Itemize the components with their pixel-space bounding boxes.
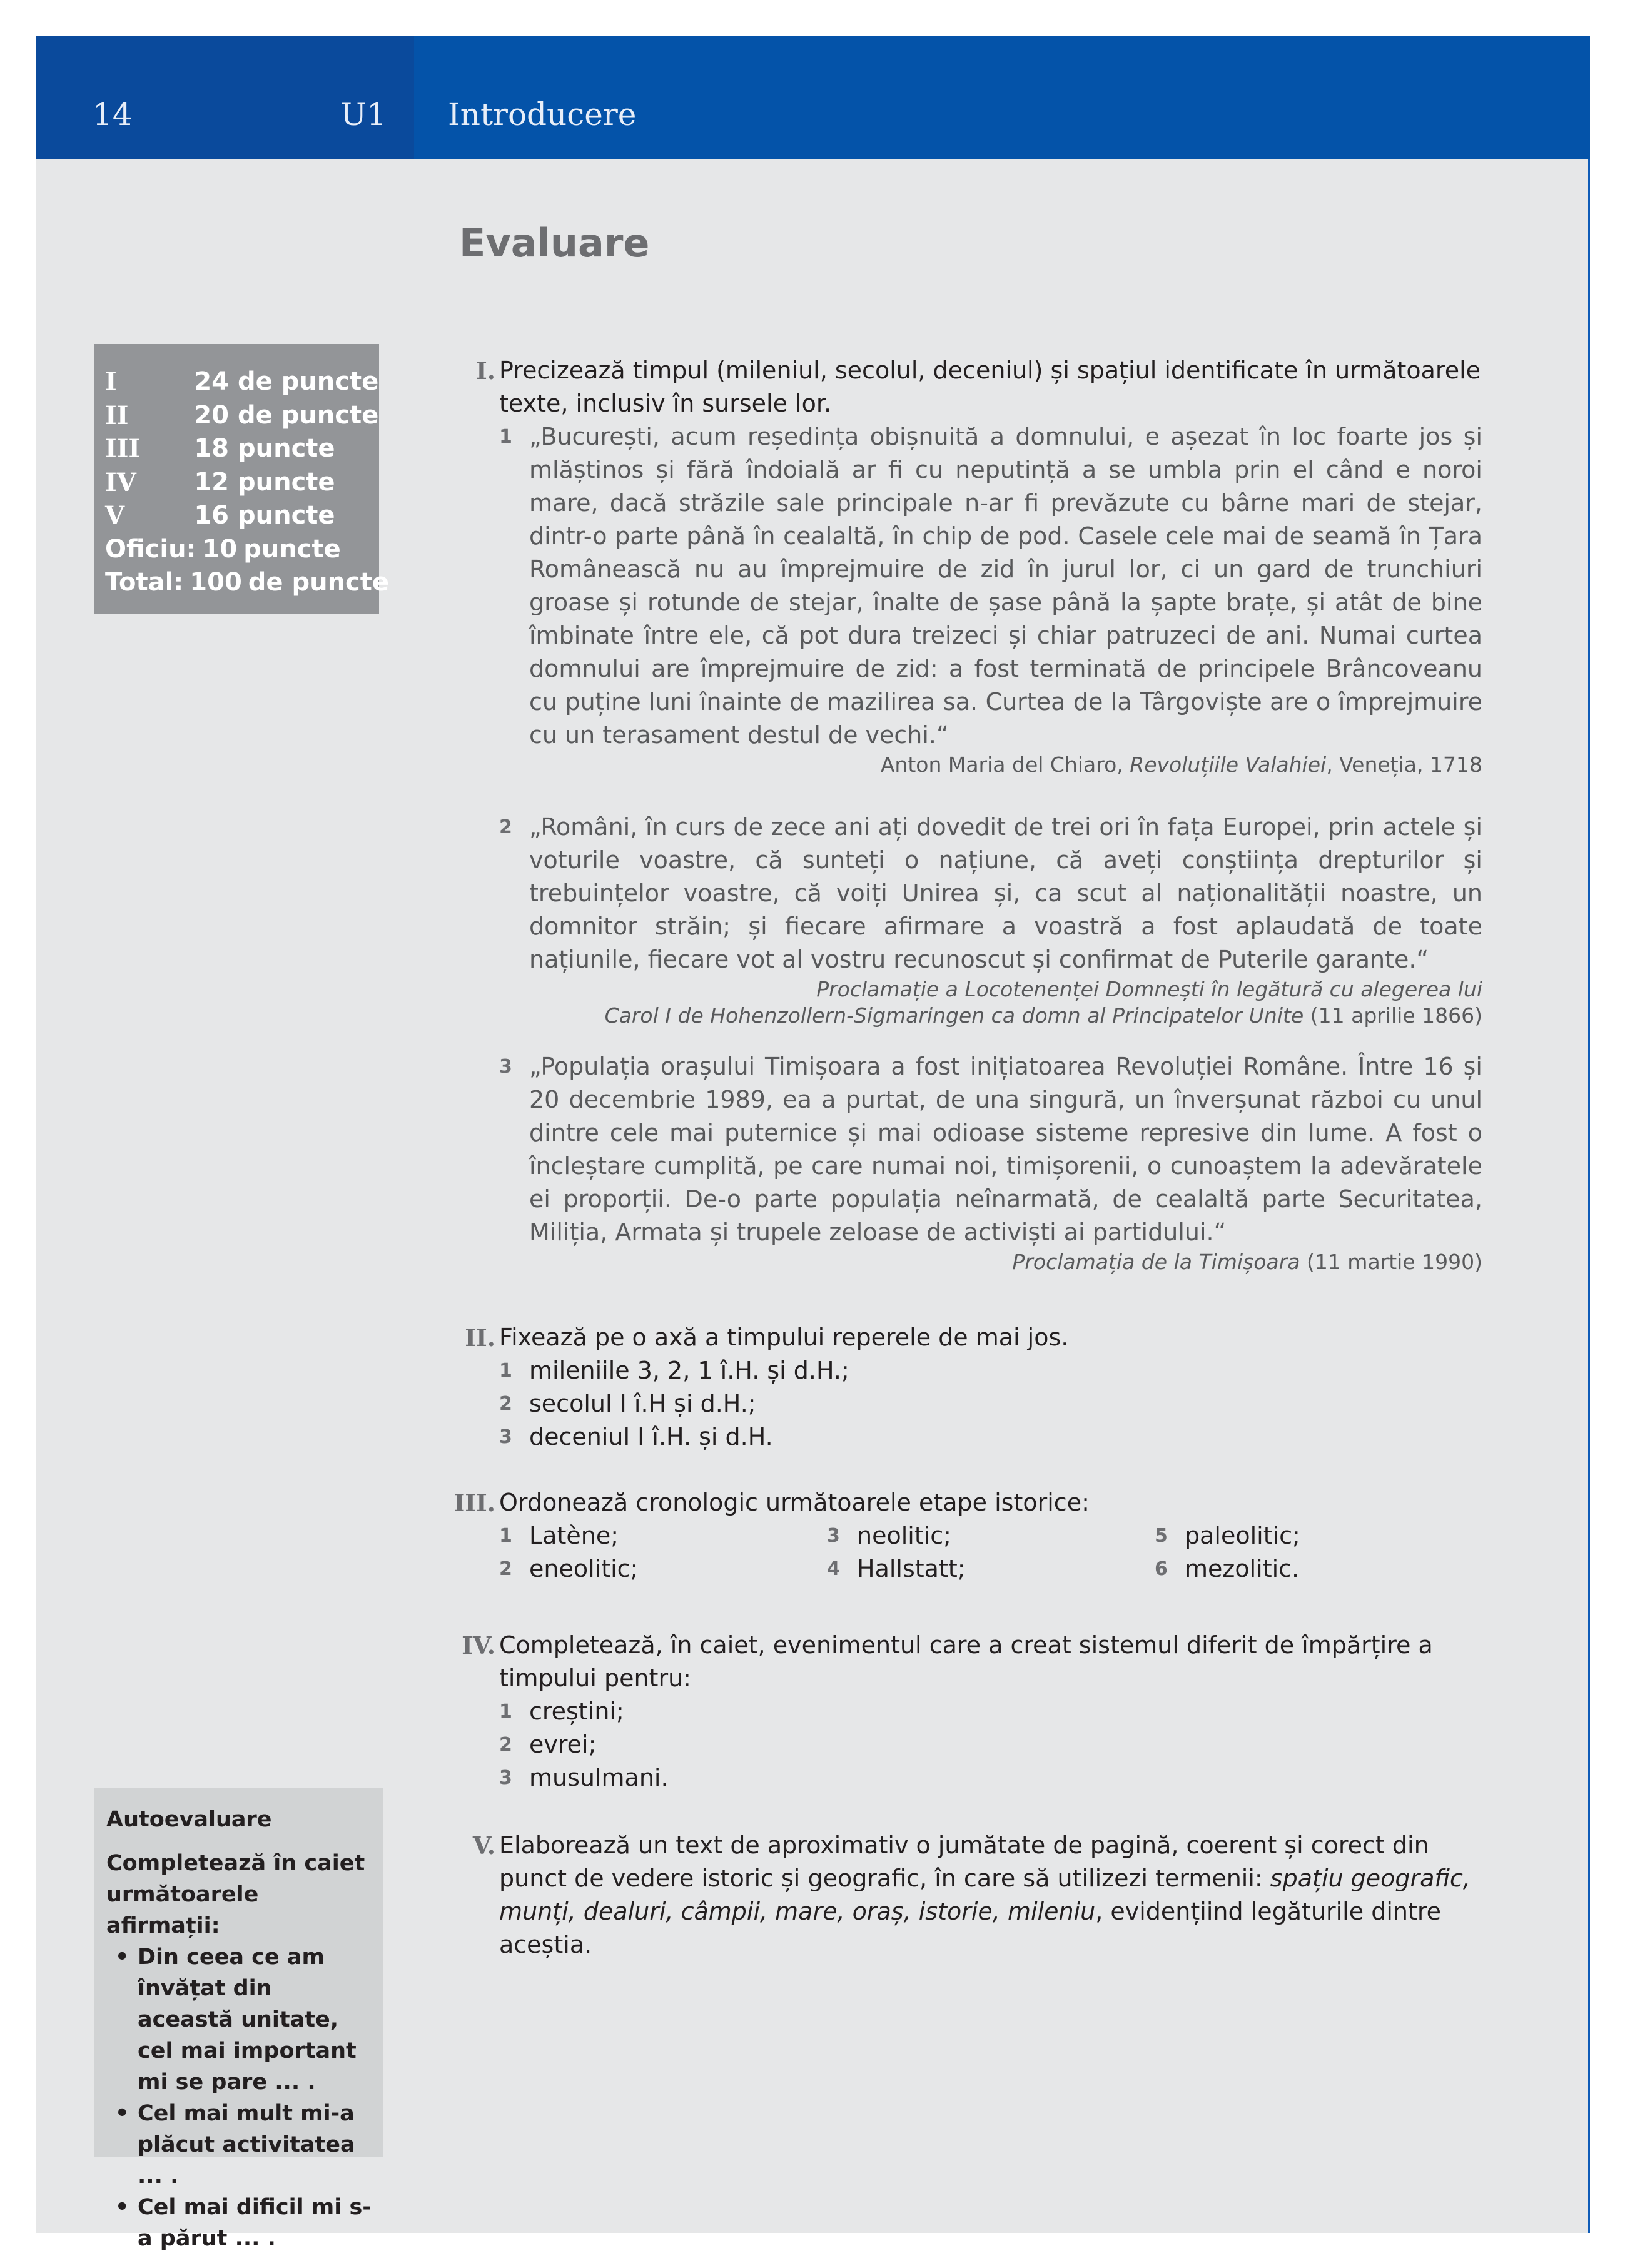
list-item	[499, 1761, 1482, 1795]
item-number: 2	[499, 1558, 512, 1580]
item-text: neolitic;	[857, 1522, 951, 1549]
exercise-number: III.	[453, 1489, 495, 1517]
points-value: 20	[194, 400, 229, 430]
points-label: V	[105, 501, 125, 530]
list-item	[499, 1354, 1482, 1387]
exercise-text-start: Elaborează un text de aproximativ o jumătate de pagină, coerent și corect din punct de vedere istoric și geografic, în care să utilizezi termenii:	[499, 1831, 1429, 1892]
points-label: Total:	[105, 568, 184, 597]
header-title: Introducere	[448, 96, 637, 133]
points-value: 10	[202, 534, 238, 564]
points-unit: de puncte	[238, 400, 379, 430]
source-title-line1: Proclamație a Locotenenței Domnești în legătură cu alegerea lui	[816, 977, 1482, 1001]
points-row-oficiu	[105, 533, 379, 567]
source-2	[499, 811, 1482, 1029]
item-number: 2	[499, 1393, 512, 1415]
source-title-line2: Carol I de Hohenzollern-Sigmaringen ca domn al Principatelor Unite	[604, 1003, 1304, 1028]
exercise-5	[450, 1829, 1482, 1962]
unit-code: U1	[340, 96, 387, 133]
item-text: eneolitic;	[529, 1555, 639, 1582]
points-unit: puncte	[243, 534, 341, 564]
self-assessment-title: Autoevaluare	[106, 1807, 272, 1832]
page-number: 14	[93, 96, 133, 133]
item-number: 6	[1155, 1558, 1168, 1580]
exercise-text: Completează, în caiet, evenimentul care a creat sistemul diferit de împărțire a timpului pentru:	[499, 1631, 1433, 1692]
list-item	[827, 1519, 1155, 1552]
source-number: 1	[499, 426, 512, 448]
item-columns	[499, 1519, 1482, 1586]
exercise-terms: spațiu geografic, munți, dealuri, câmpii, mare, oraș, istorie, mileniu	[499, 1865, 1471, 1925]
item-text: paleolitic;	[1185, 1522, 1300, 1549]
source-title: Revoluțiile Valahiei	[1130, 752, 1327, 777]
list-item	[827, 1552, 1155, 1586]
list-item	[1155, 1519, 1482, 1552]
item-text: deceniul I î.H. și d.H.	[529, 1423, 773, 1450]
source-quote: „București, acum reședința obișnuită a domnului, e așezat în loc foarte jos și mlăștinos și fără îndoială ar fi cu neputință a se umbla prin el când e noroi mare, dacă străzile sale principale n-ar fi prevăzute cu bârne mari de stejar, dintr-o parte până în cealaltă, în chip de pod. Casele cele mai de seamă în Țara Românească nu au împrejmuire de zid în jurul lor, ci un gard de trunchiuri groase și rotunde de stejar, înalte de șase până la șapte brațe, și atât de bine îmbinate între ele, că pot dura treizeci și chiar patruzeci de ani. Numai curtea domnului are împrejmuire de zid: a fost terminată de principele Brâncoveanu cu puține luni înainte de mazilirea sa. Curtea de la Târgoviște are o împrejmuire cu un terasament destul de vechi.“	[529, 423, 1482, 749]
source-1	[499, 420, 1482, 778]
source-details: (11 martie 1990)	[1300, 1250, 1482, 1274]
item-text: Latène;	[529, 1522, 619, 1549]
item-number: 3	[499, 1767, 512, 1789]
exercise-number: I.	[475, 357, 495, 385]
points-row	[105, 432, 379, 466]
list-item	[499, 1519, 827, 1552]
self-assessment-list	[106, 1941, 372, 2254]
points-box	[94, 344, 390, 614]
item-number: 5	[1155, 1525, 1168, 1547]
exercise-text: Ordonează cronologic următoarele etape istorice:	[499, 1489, 1090, 1516]
points-row	[105, 466, 379, 500]
exercise-2	[450, 1321, 1482, 1454]
points-value: 16	[194, 501, 229, 530]
points-label: Oficiu:	[105, 534, 196, 564]
source-citation	[499, 976, 1482, 1029]
exercise-text	[499, 1829, 1482, 1962]
item-number: 1	[499, 1701, 512, 1723]
points-value: 12	[194, 467, 229, 497]
item-number: 4	[827, 1558, 840, 1580]
item-text: mezolitic.	[1185, 1555, 1300, 1582]
source-number: 2	[499, 816, 512, 838]
item-number: 1	[499, 1525, 512, 1547]
source-details: (11 aprilie 1866)	[1304, 1003, 1482, 1028]
points-label: II	[105, 400, 129, 430]
source-number: 3	[499, 1056, 512, 1078]
points-row-total	[105, 566, 390, 600]
source-quote: „Români, în curs de zece ani ați dovedit de trei ori în fața Europei, prin actele și voturile voastre, că sunteți o națiune, că aveți conștiința drepturilor și trebuințelor voastre, că voiți Unirea și, ca scut al naționalității noastre, un domnitor străin; și fiecare afirmare a voastră a fost aplaudată de toate națiunile, fiecare vot al vostru recunoscut și confirmat de Puterile garante.“	[529, 813, 1482, 973]
exercise-4	[450, 1629, 1482, 1795]
item-text: mileniile 3, 2, 1 î.H. și d.H.;	[529, 1357, 849, 1384]
source-quote: „Populația orașului Timișoara a fost inițiatoarea Revoluției Române. Între 16 și 20 decembrie 1989, ea a purtat, de una singură, un înverșunat război cu unul dintre cele mai puternice și mai odioase sisteme represive din lume. A fost o încleștare cumplită, pe care numai noi, timișorenii, o cunoaștem la adevăratele ei proporții. De-o parte populația neînarmată, de cealaltă parte Securitatea, Miliția, Armata și trupele zeloase de activiști ai partidului.“	[529, 1053, 1482, 1246]
exercise-text: Fixează pe o axă a timpului reperele de mai jos.	[499, 1324, 1069, 1351]
source-author: Anton Maria del Chiaro,	[880, 752, 1130, 777]
points-label: IV	[105, 467, 136, 497]
list-item	[499, 1387, 1482, 1420]
points-row	[105, 399, 379, 433]
points-unit: puncte	[238, 467, 335, 497]
item-column	[499, 1519, 827, 1586]
list-item	[499, 1695, 1482, 1728]
source-3	[499, 1050, 1482, 1275]
item-number: 3	[499, 1426, 512, 1448]
item-number: 1	[499, 1360, 512, 1382]
item-number: 2	[499, 1734, 512, 1756]
self-assessment-intro: Completează în caiet următoarele afirmații:	[106, 1851, 365, 1938]
item-text: Hallstatt;	[857, 1555, 966, 1582]
exercise-number: V.	[472, 1831, 495, 1860]
list-item	[499, 1728, 1482, 1761]
points-value: 100	[190, 568, 242, 597]
item-column	[827, 1519, 1155, 1586]
points-value: 18	[194, 434, 229, 463]
self-assessment-item: • Cel mai dificil mi s-a părut ... .	[106, 2192, 372, 2254]
exercise-text-end: , evidențiind legăturile dintre aceștia.	[499, 1898, 1442, 1958]
list-item	[1155, 1552, 1482, 1586]
points-value: 24	[194, 367, 229, 396]
self-assessment-item: • Cel mai mult mi-a plăcut activitatea ... .	[106, 2098, 372, 2192]
points-unit: de puncte	[238, 367, 379, 396]
points-unit: puncte	[238, 501, 335, 530]
points-unit: de puncte	[248, 568, 390, 597]
self-assessment-item: • Din ceea ce am învățat din această unitate, cel mai important mi se pare ... .	[106, 1941, 372, 2098]
item-text: creștini;	[529, 1698, 624, 1725]
points-unit: puncte	[238, 434, 335, 463]
item-text: evrei;	[529, 1731, 597, 1758]
section-title: Evaluare	[459, 220, 650, 266]
item-text: secolul I î.H și d.H.;	[529, 1390, 756, 1417]
exercise-number: IV.	[462, 1631, 495, 1659]
source-citation	[499, 1249, 1482, 1275]
exercise-1	[450, 354, 1482, 1275]
points-row	[105, 499, 379, 533]
item-number: 3	[827, 1525, 840, 1547]
list-item	[499, 1552, 827, 1586]
list-item	[499, 1420, 1482, 1454]
points-label: III	[105, 434, 141, 463]
points-label: I	[105, 367, 117, 397]
source-citation	[499, 752, 1482, 778]
source-details: , Veneția, 1718	[1326, 752, 1482, 777]
item-column	[1155, 1519, 1482, 1586]
self-assessment-box	[94, 1788, 383, 2251]
source-title: Proclamația de la Timișoara	[1012, 1250, 1300, 1274]
item-text: musulmani.	[529, 1764, 669, 1791]
exercise-number: II.	[465, 1324, 495, 1352]
exercise-text: Precizează timpul (mileniul, secolul, deceniul) și spațiul identificate în următoarele texte, inclusiv în sursele lor.	[499, 357, 1481, 417]
points-row	[105, 365, 379, 399]
exercise-3	[450, 1486, 1482, 1586]
